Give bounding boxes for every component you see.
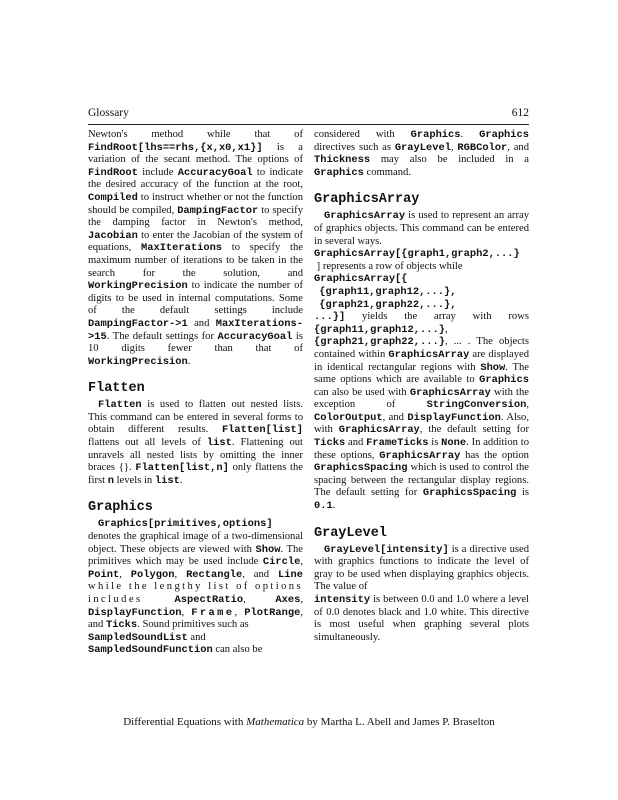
graphicsarray-form1: GraphicsArray[{graph1,graph2,...} ] represents a row of objects while xyxy=(314,248,520,272)
section-title: Glossary xyxy=(88,107,129,119)
right-column xyxy=(314,129,529,644)
page-footer: Differential Equations with Mathematica by Martha L. Abell and James P. Braselton xyxy=(123,716,495,728)
graphicsarray-heading: GraphicsArray xyxy=(314,192,420,208)
graphics-paragraph: Graphics[primitives,options] denotes the graphical image of a two-dimensional object. These objects are viewed with Show. The primitives which may be used include Circle, Point, Polygon, Rectangle, and Line while the lengthy list of options includes AspectRatio, Axes, DisplayFunction, Frame, PlotRange, and Ticks. Sound primitives such as SampledSoundList and SampledSoundFunction can also be xyxy=(88,518,303,657)
page-number: 612 xyxy=(511,107,529,119)
left-column xyxy=(88,129,303,657)
header-rule xyxy=(88,124,529,125)
findroot-paragraph: Newton's method while that of FindRoot[lhs==rhs,{x,x0,x1}] is a variation of the secant method. The options of FindRoot include AccuracyGoal to indicate the desired accuracy of the function at the root, Compiled to instruct whether or not the function should be compiled, DampingFactor to specify the damping factor in Newton's method, Jacobian to enter the Jacobian of the system of equations, MaxIterations to specify the maximum number of iterations to be taken in the search for the solution, and WorkingPrecision to indicate the number of digits to be used in internal computations. Some of the default settings include DampingFactor->1 and MaxIterations->15. The default settings for AccuracyGoal is 10 digits fewer than that of WorkingPrecision. xyxy=(88,129,303,368)
book-title: Mathematica xyxy=(246,716,305,728)
running-header xyxy=(88,107,529,125)
flatten-heading: Flatten xyxy=(88,381,145,397)
graylevel-paragraph: GrayLevel[intensity] is a directive used with graphics functions to indicate the level of gray to be used when displaying graphics objects. The value of intensity is between 0.0 and 1.0 where a level of 0.0 denotes black and 1.0 white. This directive is most useful when graphing several plots simultaneously. xyxy=(314,543,529,643)
graphicsarray-intro: GraphicsArray is used to represent an array of graphics objects. This command can be entered in several ways. xyxy=(314,210,529,247)
graphicsarray-form2: GraphicsArray[{ {graph11,graph12,...}, {graph21,graph22,...}, ...}] yields the array with rows {graph11,graph12,...}, {graph21,graph22,...}, ... . The objects contained within GraphicsArray are displayed in identical rectangular regions with Show. The same options which are available to Graphics can also be used with GraphicsArray with the exception of StringConversion, ColorOutput, and DisplayFunction. Also, with GraphicsArray, the default setting for Ticks and FrameTicks is None. In addition to these options, GraphicsArray has the option GraphicsSpacing which is used to control the spacing between the rectangular display regions. The default setting for GraphicsSpacing is 0.1. xyxy=(314,273,530,513)
flatten-paragraph: Flatten is used to flatten out nested lists. This command can be entered in several forms to obtain different results. Flatten[list] flattens out all levels of list. Flattening out unravels all nested lists by omitting the inner braces {}. Flatten[list,n] only flattens the first n levels in list. xyxy=(88,399,303,487)
graylevel-heading: GrayLevel xyxy=(314,525,387,541)
graphics-heading: Graphics xyxy=(88,500,153,516)
graphics-continued-paragraph: considered with Graphics. Graphics directives such as GrayLevel, RGBColor, and Thickness may also be included in a Graphics command. xyxy=(314,129,530,179)
